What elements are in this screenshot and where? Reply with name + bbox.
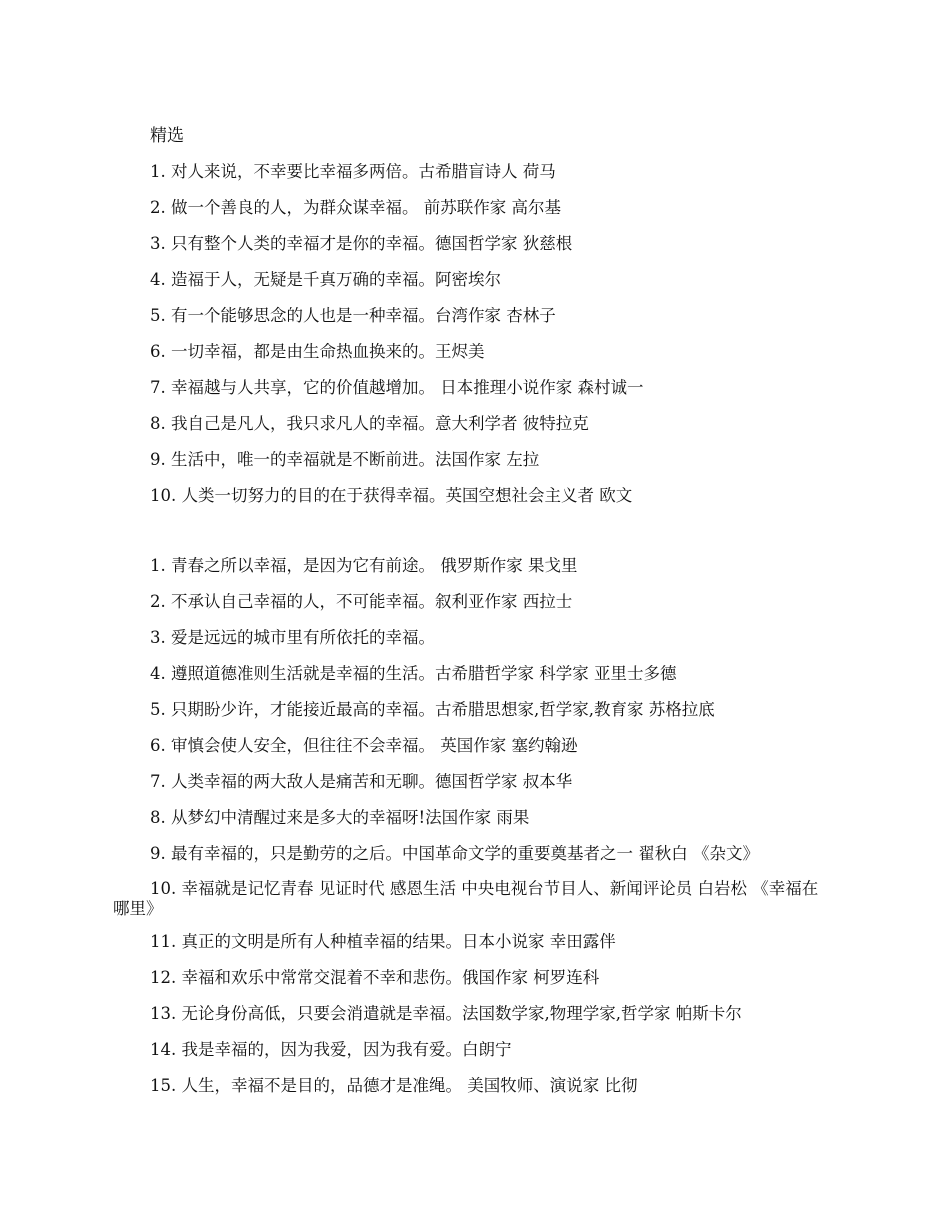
quote-item: 7. 人类幸福的两大敌人是痛苦和无聊。德国哲学家 叔本华 (150, 772, 573, 791)
quote-item: 8. 从梦幻中清醒过来是多大的幸福呀!法国作家 雨果 (150, 808, 530, 827)
quote-item: 4. 遵照道德准则生活就是幸福的生活。古希腊哲学家 科学家 亚里士多德 (150, 664, 677, 683)
quote-item: 5. 只期盼少许，才能接近最高的幸福。古希腊思想家,哲学家,教育家 苏格拉底 (150, 700, 715, 719)
quote-item: 13. 无论身份高低，只要会消遣就是幸福。法国数学家,物理学家,哲学家 帕斯卡尔 (150, 1004, 742, 1023)
quote-item: 7. 幸福越与人共享，它的价值越增加。 日本推理小说作家 森村诚一 (150, 378, 644, 397)
quote-item: 6. 审慎会使人安全，但往往不会幸福。 英国作家 塞约翰逊 (150, 736, 578, 755)
quote-item: 6. 一切幸福，都是由生命热血换来的。王烬美 (150, 342, 485, 361)
quote-list-a (113, 161, 833, 521)
quote-item: 3. 只有整个人类的幸福才是你的幸福。德国哲学家 狄慈根 (150, 234, 573, 253)
quote-item: 10. 人类一切努力的目的在于获得幸福。英国空想社会主义者 欧文 (150, 486, 633, 505)
document-heading: 精选 (150, 126, 184, 146)
quote-item: 11. 真正的文明是所有人种植幸福的结果。日本小说家 幸田露伴 (150, 932, 616, 951)
quote-item: 10. 幸福就是记忆青春 见证时代 感恩生活 中央电视台节目人、新闻评论员 白岩松 《幸福在哪里》 (113, 879, 819, 918)
quote-item: 15. 人生，幸福不是目的，品德才是准绳。 美国牧师、演说家 比彻 (150, 1076, 638, 1095)
quote-item: 3. 爱是远远的城市里有所依托的幸福。 (150, 628, 435, 647)
quote-item: 9. 生活中，唯一的幸福就是不断前进。法国作家 左拉 (150, 450, 540, 469)
quote-item: 4. 造福于人，无疑是千真万确的幸福。阿密埃尔 (150, 270, 501, 289)
quote-item: 14. 我是幸福的，因为我爱，因为我有爱。白朗宁 (150, 1040, 512, 1059)
quote-item: 12. 幸福和欢乐中常常交混着不幸和悲伤。俄国作家 柯罗连科 (150, 968, 600, 987)
quote-item: 9. 最有幸福的，只是勤劳的之后。中国革命文学的重要奠基者之一 翟秋白 《杂文》 (150, 844, 759, 863)
quote-item: 1. 对人来说，不幸要比幸福多两倍。古希腊盲诗人 荷马 (150, 162, 556, 181)
quote-list-b (113, 555, 833, 1111)
quote-item: 1. 青春之所以幸福，是因为它有前途。 俄罗斯作家 果戈里 (150, 556, 578, 575)
quote-item: 8. 我自己是凡人，我只求凡人的幸福。意大利学者 彼特拉克 (150, 414, 589, 433)
quote-item: 2. 做一个善良的人，为群众谋幸福。 前苏联作家 高尔基 (150, 198, 561, 217)
quote-item: 2. 不承认自己幸福的人，不可能幸福。叙利亚作家 西拉士 (150, 592, 573, 611)
quote-item: 5. 有一个能够思念的人也是一种幸福。台湾作家 杏林子 (150, 306, 556, 325)
